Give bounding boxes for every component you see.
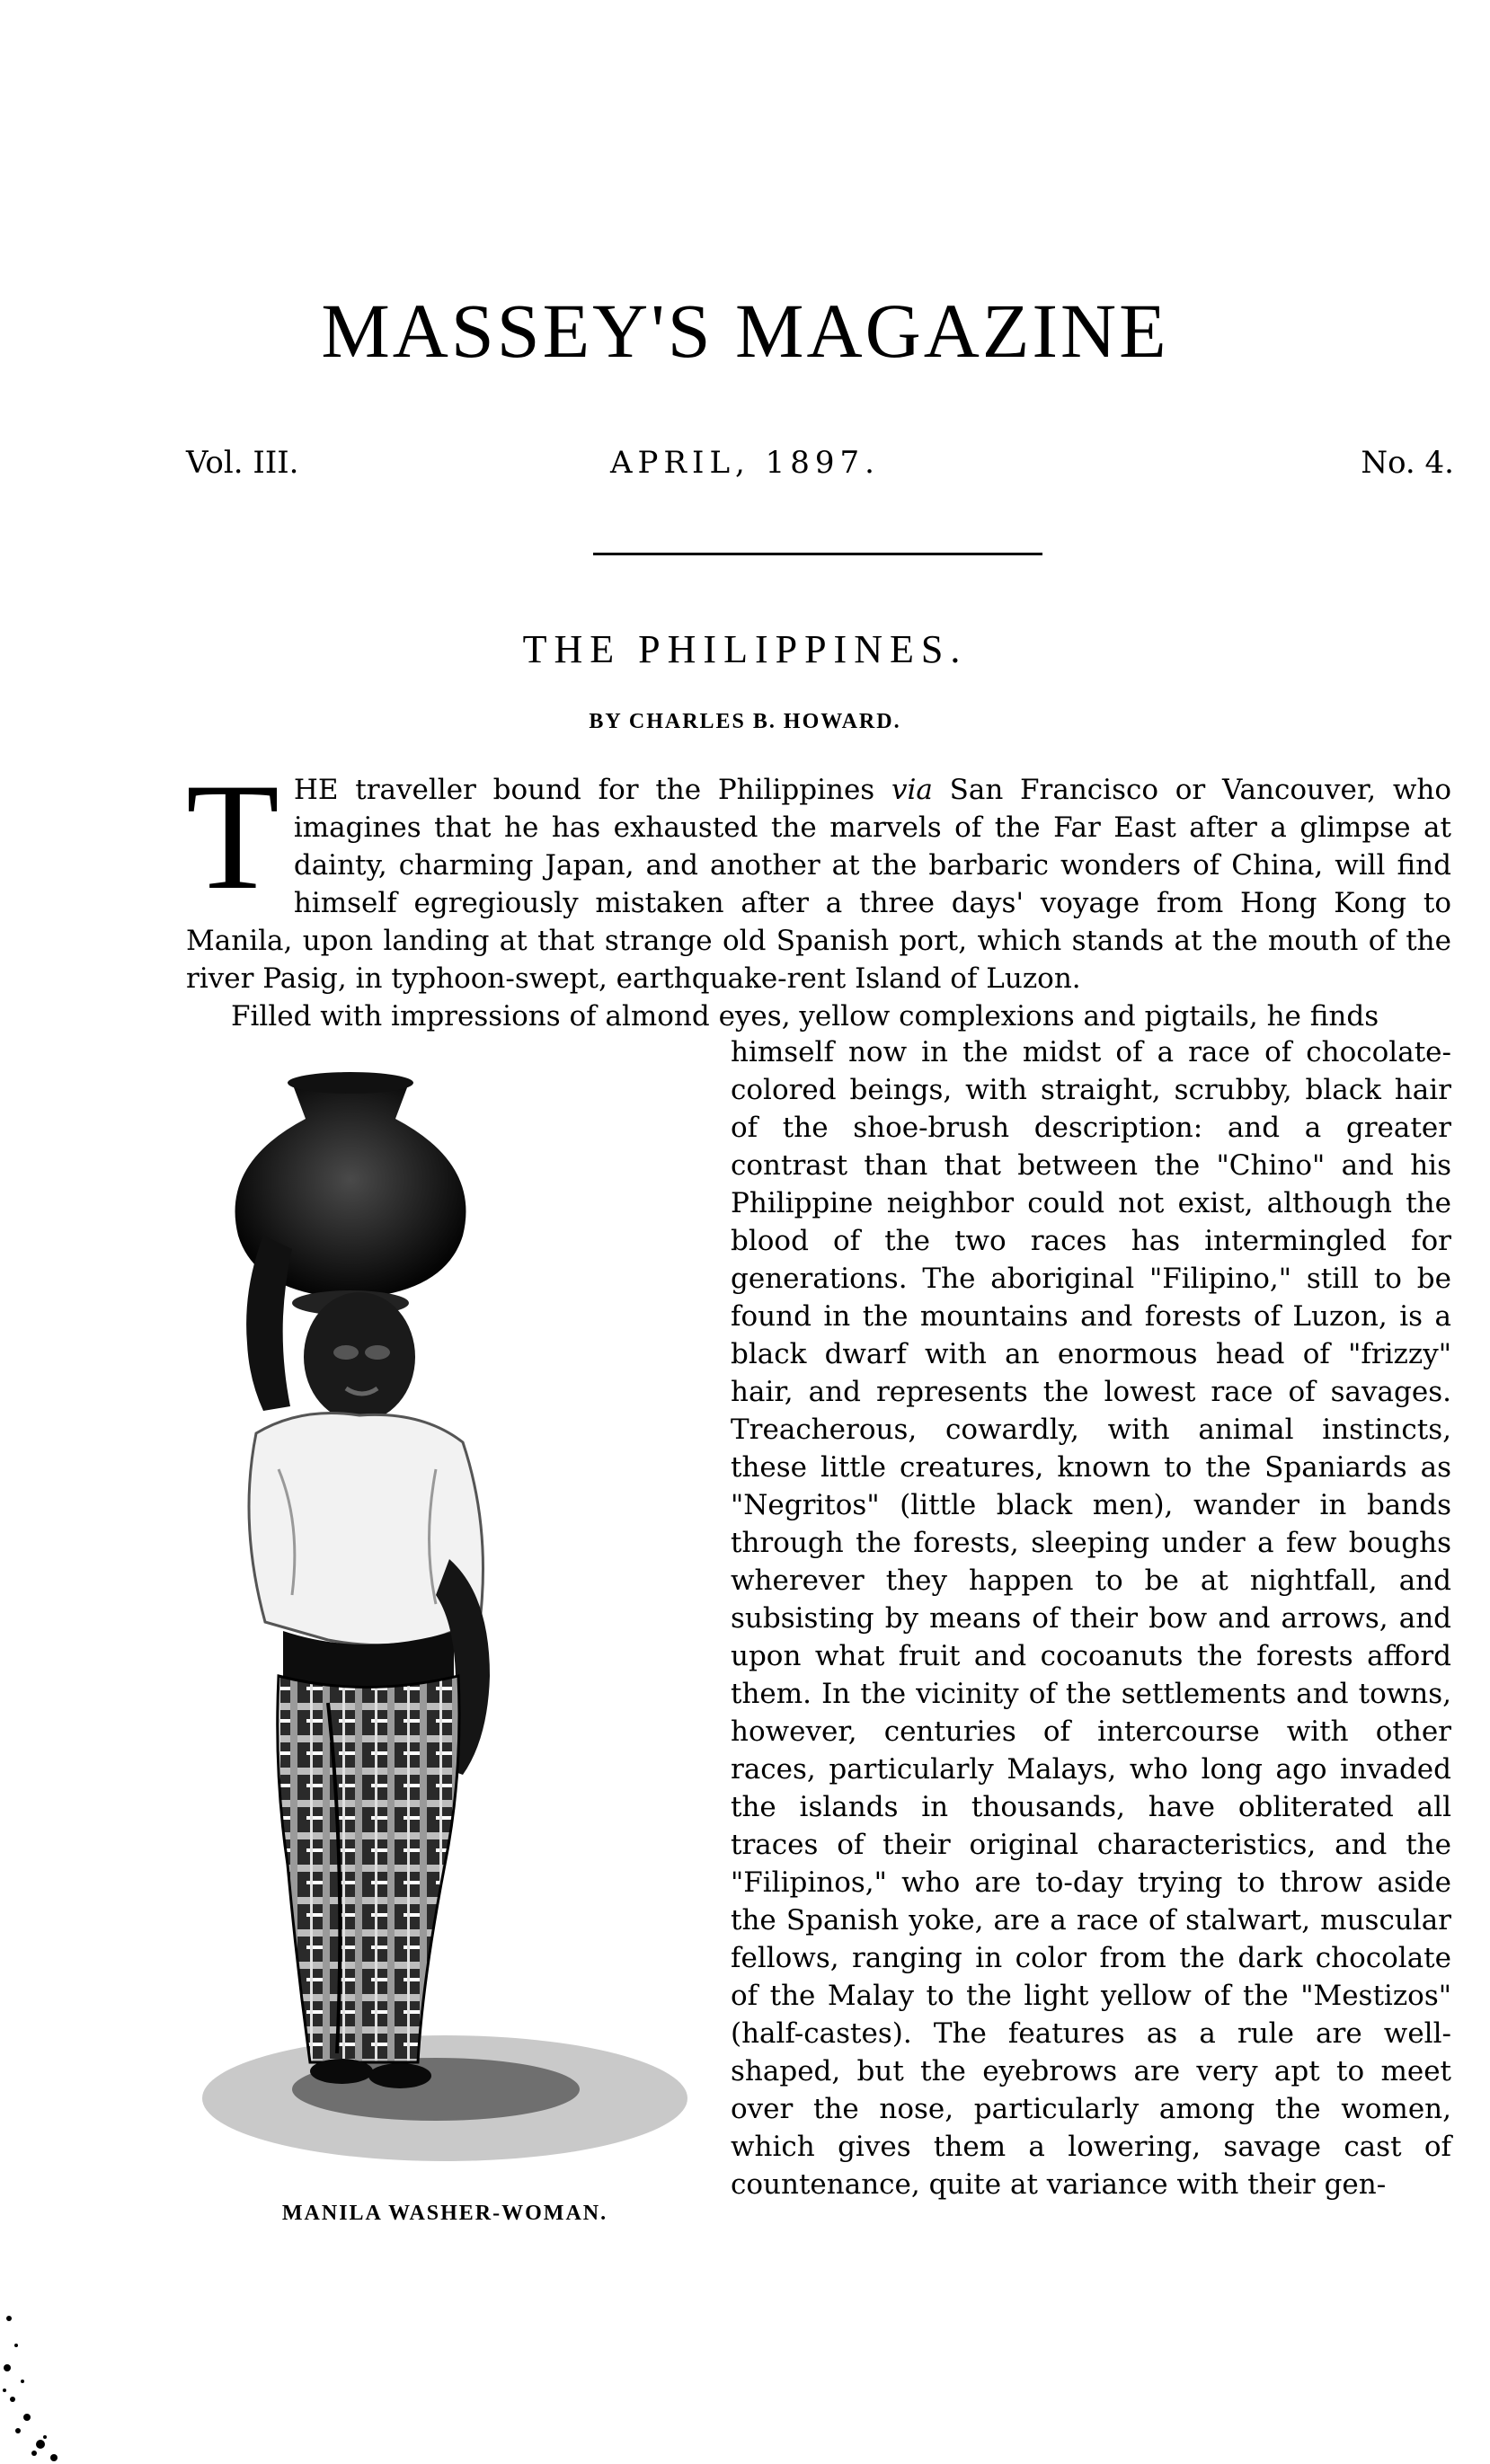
article-title: THE PHILIPPINES. — [522, 627, 968, 671]
magazine-masthead: MASSEY'S MAGAZINE — [321, 288, 1169, 374]
article-byline: BY CHARLES B. HOWARD. — [589, 710, 901, 733]
paragraph-2-lead: Filled with impressions of almond eyes, yellow complexions and pigtails, he finds — [231, 1000, 1379, 1033]
header-divider — [593, 553, 1042, 555]
scan-edge-speckle — [0, 2282, 99, 2464]
issue-date: APRIL, 1897. — [610, 445, 880, 481]
washer-woman-illustration — [193, 1056, 696, 2215]
paragraph-1-text-b: San Francisco or Vancouver, who imagines that he has exhausted the marvels of the Far East after a glimpse at dainty, charming Japan, and another at the barbaric wonders of China, will find himself egregiously mistaken after a three days' voyage from Hong Kong to Manila, upon landing at that strange old Spanish port, which stands at the mouth of the river Pasig, in typhoon-swept, earthquake-rent Island of Luzon. — [186, 774, 1451, 995]
issue-number: No. 4. — [1361, 445, 1454, 481]
article-right-column: himself now in the midst of a race of chocolate-colored beings, with straight, scrubby, black hair of the shoe-brush description: and a greater contrast than that between the "Chino" and his Philippine neighbor could not exist, although the blood of the two races has intermingled for generations. The aboriginal "Filipino," still to be found in the mountains and forests of Luzon, is a black dwarf with an enormous head of "frizzy" hair, and represents the lowest race of savages. Treacherous, cowardly, with animal instincts, these little creatures, known to the Spaniards as "Negritos" (little black men), wander in bands through the forests, sleeping under a few boughs wherever they happen to be at nightfall, and subsisting by means of their bow and arrows, and upon what fruit and cocoanuts the forests afford them. In the vicinity of the settlements and towns, however, centuries of intercourse with other races, particularly Malays, who long ago invaded the islands in thousands, have obliterated all traces of their original characteristics, and the "Filipinos," who are to-day trying to throw aside the Spanish yoke, are a race of stalwart, muscular fellows, ranging in color from the dark chocolate of the Malay to the light yellow of the "Mestizos" (half-castes). The features as a rule are well-shaped, but the eyebrows are very apt to meet over the nose, particularly among the women, which gives them a lowering, savage cast of countenance, quite at variance with their gen- — [731, 1036, 1451, 2201]
article-intro — [186, 752, 1451, 1035]
paragraph-1 — [186, 752, 1451, 997]
paragraph-1-text-a: HE traveller bound for the Philippines — [293, 774, 891, 806]
paragraph-1-italic: via — [891, 774, 933, 806]
illustration-caption: MANILA WASHER-WOMAN. — [281, 2202, 608, 2225]
volume-label: Vol. III. — [186, 445, 299, 481]
drop-cap: T — [186, 752, 279, 921]
